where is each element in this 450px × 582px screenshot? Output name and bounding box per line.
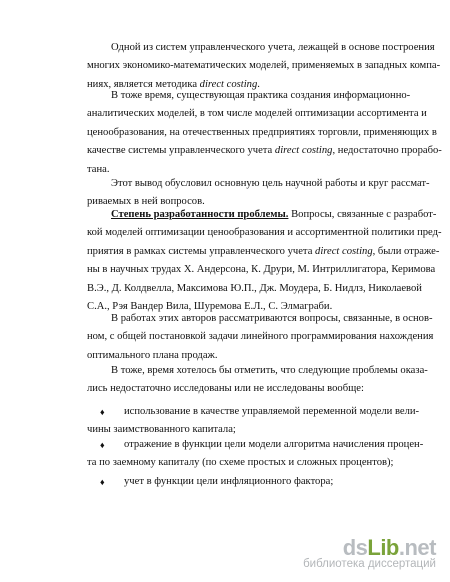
text-line: ны в научных трудах Х. Андерсона, К. Друри, М. Интриллигатора, Керимова <box>87 264 436 276</box>
text-line: тана. <box>87 163 110 175</box>
text-line: Одной из систем управленческого учета, лежащей в основе построения <box>111 42 435 53</box>
paragraph-6 <box>87 362 428 399</box>
text-line: аналитических моделей, в том числе моделей оптимизации ассортимента и <box>87 108 427 120</box>
dslib-watermark <box>303 535 436 570</box>
bullet-item <box>87 436 424 473</box>
text-line: качестве системы управленческого учета direct costing, недостаточно прорабо- <box>87 145 442 157</box>
text-line: Этот вывод обусловил основную цель научной работы и круг рассмат- <box>111 178 430 189</box>
paragraph-1 <box>87 39 441 94</box>
diamond-bullet-icon: ♦ <box>100 407 105 417</box>
text-line: использование в качестве управляемой переменной модели вели- <box>124 406 420 417</box>
text-line: многих экономико-математических моделей, применяемых в западных компа- <box>87 60 441 72</box>
text-line: ценообразования, на отечественных предприятиях торговли, применяющих в <box>87 126 437 138</box>
text-line: В.Э., Д. Колдвелла, Максимова Ю.П., Дж. Моудера, Б. Нидлз, Николаевой <box>87 282 422 294</box>
bullet-item <box>87 473 421 491</box>
text-line: чины заимствованного капитала; <box>87 424 236 436</box>
section-heading: Степень разработанности проблемы. <box>111 209 289 220</box>
paragraph-4 <box>87 206 442 316</box>
text-line: В тоже время, существующая практика создания информационно- <box>111 90 411 101</box>
italic-term: direct costing <box>199 78 258 90</box>
text-line: кой моделей оптимизации ценообразования и ассортиментной политики пред- <box>87 227 442 239</box>
text-line: С.А., Рэя Вандер Вила, Шуремова Е.Л., С. Элмаграби. <box>87 301 333 313</box>
text-line: оптимального плана продаж. <box>87 349 218 361</box>
paragraph-2 <box>87 87 442 179</box>
diamond-bullet-icon: ♦ <box>100 477 105 487</box>
text-line: учет в функции цели инфляционного фактора; <box>124 476 334 487</box>
text-line: В тоже, время хотелось бы отметить, что следующие проблемы оказа- <box>111 365 428 376</box>
text-line: риваемых в ней вопросов. <box>87 196 205 208</box>
text-line: В работах этих авторов рассматриваются вопросы, связанные, в основ- <box>111 313 433 324</box>
text-line: приятия в рамках системы управленческого учета direct costing, были отраже- <box>87 245 440 257</box>
text-line: лись недостаточно исследованы или не исследованы вообще: <box>87 383 364 395</box>
paragraph-5 <box>87 310 434 365</box>
bullet-item <box>87 403 421 440</box>
text-line: ниях, является методика direct costing. <box>87 78 260 90</box>
watermark-logo: ds Lib .net <box>342 535 436 560</box>
watermark-subtitle: библиотека диссертаций <box>303 558 436 570</box>
text-line: Степень разработанности проблемы. Вопросы, связанные с разработ- <box>111 209 437 220</box>
text-line: отражение в функции цели модели алгоритма начисления процен- <box>124 439 424 450</box>
italic-term: direct costing <box>274 145 333 157</box>
text-line: ном, с общей постановкой задачи линейного программирования нахождения <box>87 331 434 343</box>
text-line: та по заемному капиталу (по схеме простых и сложных процентов); <box>87 457 394 469</box>
diamond-bullet-icon: ♦ <box>100 440 105 450</box>
italic-term: direct costing <box>315 245 373 257</box>
